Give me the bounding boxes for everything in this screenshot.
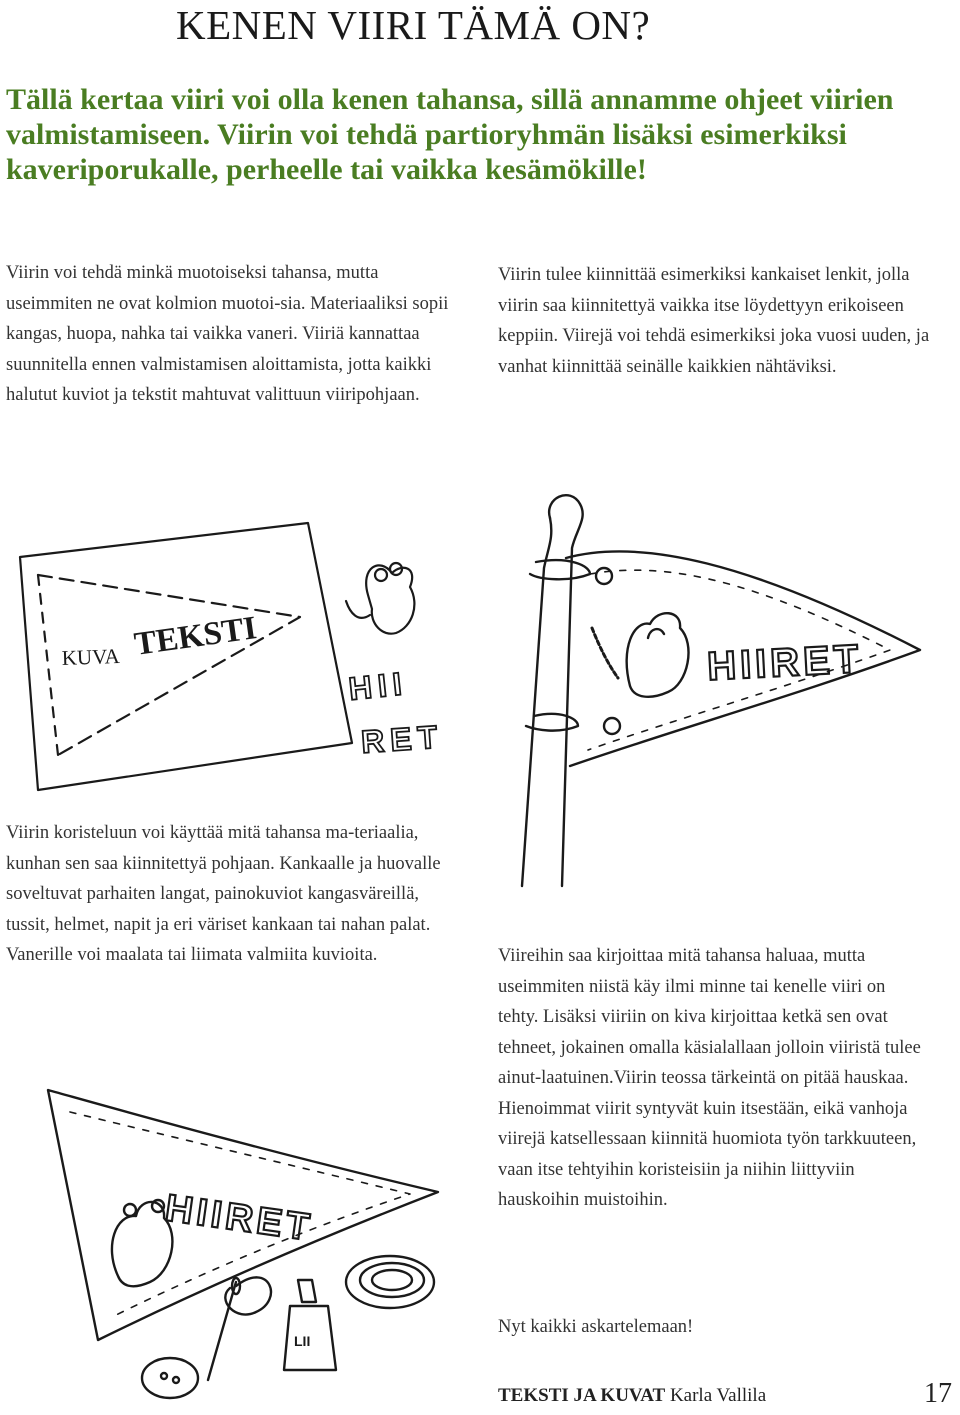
pennant-on-stick-sketch [500, 478, 960, 890]
pennant-supplies-sketch [40, 1050, 460, 1405]
closing-line: Nyt kaikki askartelemaan! [498, 1317, 694, 1337]
label-image-placeholder: KUVA [61, 643, 121, 670]
page-title: KENEN VIIRI TÄMÄ ON? [176, 2, 651, 48]
paragraph-attach: Viirin tulee kiinnittää esimerkiksi kankaiset lenkit, jolla viirin saa kiinnitettyä vaikka itse löydettyyn erikoiseen keppiin. Viirejä voi tehdä esimerkiksi joka vuosi uuden, ja vanhat kiinnittää seinälle kaikkien nähtäviksi. [498, 265, 930, 377]
glue-label: LII [294, 1333, 311, 1349]
credits [498, 1385, 766, 1407]
flag-plan-sketch [0, 505, 470, 795]
letters-row-2: RET [359, 718, 445, 760]
credits-author: Karla Vallila [669, 1385, 767, 1406]
paragraph-shape: Viirin voi tehdä minkä muotoiseksi tahansa, mutta useimmiten ne ovat kolmion muotoi-sia. Materiaaliksi sopii kangas, huopa, nahka tai vaikka vaneri. Viiriä kannattaa suunnitella ennen valmistamisen aloittamista, jotta kaikki halutut kuviot ja tekstit mahtuvat valittuun viiripohjaan. [6, 263, 449, 405]
credits-label: TEKSTI JA KUVAT [498, 1385, 666, 1406]
letters-row-1: HII [346, 665, 410, 707]
intro-paragraph: Tällä kertaa viiri voi olla kenen tahansa, sillä annamme ohjeet viirien valmistamiseen. Viirin voi tehdä partioryhmän lisäksi esimerkiksi kaveriporukalle, perheelle tai vaikka kesämökille! [6, 83, 894, 186]
pennant-text: HIIRET [706, 636, 864, 689]
label-text-placeholder: TEKSTI [132, 610, 259, 663]
paragraph-write: Viireihin saa kirjoittaa mitä tahansa haluaa, mutta useimmiten niistä käy ilmi minne tai kenelle viiri on tehty. Lisäksi viiriin on kiva kirjoittaa ketkä sen ovat tehneet, jokainen omalla käsialallaan jolloin viiristä tulee ainut-laatuinen.Viirin teossa tärkeintä on pitää hauskaa. Hienoimmat viirit syntyvät kuin itsestään, eikä vanhoja viirejä katsellessaan kiinnitä huomiota työn tarkkuuteen, vaan itse tehtyihin koristeisiin ja niihin liittyviin hauskoihin muistoihin. [498, 946, 921, 1210]
pennant-text: HIIRET [162, 1187, 316, 1250]
page-number: 17 [924, 1378, 952, 1409]
paragraph-decorate: Viirin koristeluun voi käyttää mitä tahansa ma-teriaalia, kunhan sen saa kiinnitettyä pohjaan. Kankaalle ja huovalle soveltuvat parhaiten langat, painokuviot kangasväreillä, tussit, helmet, napit ja eri väriset kankaan tai nahan palat. Vanerille voi maalata tai liimata valmiita kuvioita. [6, 823, 441, 965]
